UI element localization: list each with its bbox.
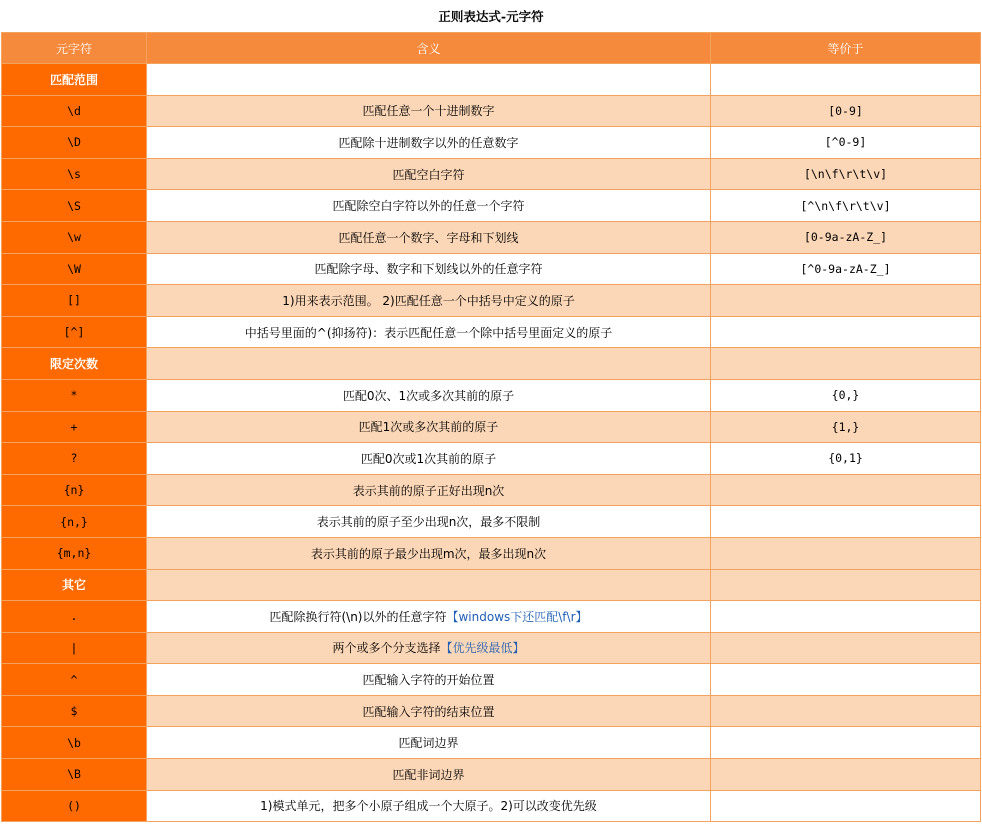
meaning-cell: [147, 790, 711, 822]
meaning-cell: [147, 695, 711, 727]
metachar-cell: ?: [2, 443, 147, 475]
table-row: [2, 158, 981, 190]
table-row: [2, 253, 981, 285]
equivalent-cell: {0,1}: [711, 443, 981, 475]
meaning-text: 匹配任意一个数字、字母和下划线: [338, 230, 519, 245]
metachar-cell: []: [2, 285, 147, 317]
meaning-cell: [147, 127, 711, 159]
meaning-text: 匹配除空白字符以外的任意一个字符: [332, 199, 525, 214]
metachar-cell: $: [2, 695, 147, 727]
equivalent-cell: [711, 474, 981, 506]
meaning-cell: [147, 285, 711, 317]
table-row: [2, 95, 981, 127]
table-title: 正则表达式-元字符: [438, 9, 544, 24]
equivalent-cell: [711, 695, 981, 727]
equivalent-cell: [711, 601, 981, 633]
meaning-cell: [147, 443, 711, 475]
metachar-cell: \B: [2, 759, 147, 791]
meaning-cell: [147, 506, 711, 538]
meaning-cell: [147, 158, 711, 190]
meaning-note: 【windows下还匹配\f\r】: [446, 609, 588, 624]
metachar-cell: \W: [2, 253, 147, 285]
meaning-cell: [147, 379, 711, 411]
equivalent-cell: [711, 285, 981, 317]
metachar-cell: \b: [2, 727, 147, 759]
meaning-cell: [147, 95, 711, 127]
meaning-text: 匹配除换行符(\n)以外的任意字符: [269, 609, 447, 624]
equivalent-cell: [\n\f\r\t\v]: [711, 158, 981, 190]
meaning-text: 匹配0次、1次或多次其前的原子: [342, 388, 515, 403]
meaning-text: 匹配输入字符的结束位置: [362, 704, 495, 719]
section-label: 其它: [2, 569, 147, 601]
table-row: [2, 759, 981, 791]
metachar-cell: {m,n}: [2, 537, 147, 569]
header-row: [2, 33, 981, 64]
table-row: [2, 127, 981, 159]
metachar-cell: \S: [2, 190, 147, 222]
meaning-cell: [147, 190, 711, 222]
meaning-text: 匹配1次或多次其前的原子: [358, 420, 499, 435]
meaning-text: 1)模式单元，把多个小原子组成一个大原子。2)可以改变优先级: [260, 799, 597, 814]
meaning-cell: [147, 537, 711, 569]
meaning-text: 1)用来表示范围。 2)匹配任意一个中括号中定义的原子: [282, 293, 575, 308]
section-row: [2, 348, 981, 380]
section-meaning-cell: [147, 569, 711, 601]
metachar-cell: {n,}: [2, 506, 147, 538]
equivalent-cell: [711, 537, 981, 569]
meaning-text: 匹配非词边界: [392, 767, 465, 782]
equivalent-cell: [^\n\f\r\t\v]: [711, 190, 981, 222]
metachar-table: [1, 32, 981, 822]
metachar-cell: \D: [2, 127, 147, 159]
table-row: [2, 664, 981, 696]
table-row: [2, 790, 981, 822]
section-meaning-cell: [147, 64, 711, 96]
equivalent-cell: [^0-9a-zA-Z_]: [711, 253, 981, 285]
meaning-note: 【优先级最低】: [440, 641, 525, 656]
meaning-text: 匹配词边界: [398, 736, 459, 751]
table-row: [2, 632, 981, 664]
equivalent-cell: [711, 664, 981, 696]
table-row: [2, 285, 981, 317]
metachar-cell: (): [2, 790, 147, 822]
meaning-cell: [147, 664, 711, 696]
table-row: [2, 537, 981, 569]
meaning-text: 表示其前的原子正好出现n次: [352, 483, 505, 498]
meaning-text: 匹配除字母、数字和下划线以外的任意字符: [314, 262, 543, 277]
table-row: [2, 601, 981, 633]
meaning-text: 匹配输入字符的开始位置: [362, 673, 495, 688]
meaning-text: 表示其前的原子最少出现m次，最多出现n次: [310, 546, 547, 561]
meaning-cell: [147, 253, 711, 285]
section-row: [2, 569, 981, 601]
metachar-cell: \w: [2, 221, 147, 253]
metachar-cell: [^]: [2, 316, 147, 348]
metachar-cell: .: [2, 601, 147, 633]
meaning-cell: [147, 601, 711, 633]
meaning-text: 中括号里面的^(抑扬符)：表示匹配任意一个除中括号里面定义的原子: [244, 325, 613, 340]
table-row: [2, 411, 981, 443]
equivalent-cell: [711, 759, 981, 791]
equivalent-cell: [711, 632, 981, 664]
metachar-cell: {n}: [2, 474, 147, 506]
equivalent-cell: [^0-9]: [711, 127, 981, 159]
meaning-text: 匹配0次或1次其前的原子: [360, 451, 497, 466]
table-row: [2, 316, 981, 348]
table-body: [2, 64, 981, 822]
section-equiv-cell: [711, 569, 981, 601]
table-row: [2, 379, 981, 411]
header-equivalent: 等价于: [711, 33, 981, 64]
meaning-cell: [147, 221, 711, 253]
meaning-text: 匹配除十进制数字以外的任意数字: [338, 135, 519, 150]
meaning-cell: [147, 474, 711, 506]
table-row: [2, 474, 981, 506]
section-equiv-cell: [711, 64, 981, 96]
section-label: 限定次数: [2, 348, 147, 380]
meaning-cell: [147, 411, 711, 443]
table-row: [2, 727, 981, 759]
header-metachar: 元字符: [2, 33, 147, 64]
header-meaning: 含义: [147, 33, 711, 64]
equivalent-cell: [0-9a-zA-Z_]: [711, 221, 981, 253]
meaning-text: 匹配空白字符: [392, 167, 465, 182]
equivalent-cell: {0,}: [711, 379, 981, 411]
metachar-cell: *: [2, 379, 147, 411]
meaning-text: 表示其前的原子至少出现n次，最多不限制: [316, 515, 541, 530]
table-row: [2, 695, 981, 727]
table-row: [2, 190, 981, 222]
meaning-text: 匹配任意一个十进制数字: [362, 104, 495, 119]
equivalent-cell: [711, 727, 981, 759]
meaning-cell: [147, 727, 711, 759]
metachar-cell: +: [2, 411, 147, 443]
table-row: [2, 221, 981, 253]
metachar-cell: |: [2, 632, 147, 664]
equivalent-cell: {1,}: [711, 411, 981, 443]
table-row: [2, 506, 981, 538]
section-equiv-cell: [711, 348, 981, 380]
equivalent-cell: [0-9]: [711, 95, 981, 127]
metachar-cell: \d: [2, 95, 147, 127]
metachar-cell: \s: [2, 158, 147, 190]
meaning-cell: [147, 632, 711, 664]
metachar-cell: ^: [2, 664, 147, 696]
section-label: 匹配范围: [2, 64, 147, 96]
section-row: [2, 64, 981, 96]
equivalent-cell: [711, 790, 981, 822]
meaning-text: 两个或多个分支选择: [332, 641, 441, 656]
section-meaning-cell: [147, 348, 711, 380]
equivalent-cell: [711, 316, 981, 348]
table-row: [2, 443, 981, 475]
meaning-cell: [147, 759, 711, 791]
equivalent-cell: [711, 506, 981, 538]
meaning-cell: [147, 316, 711, 348]
